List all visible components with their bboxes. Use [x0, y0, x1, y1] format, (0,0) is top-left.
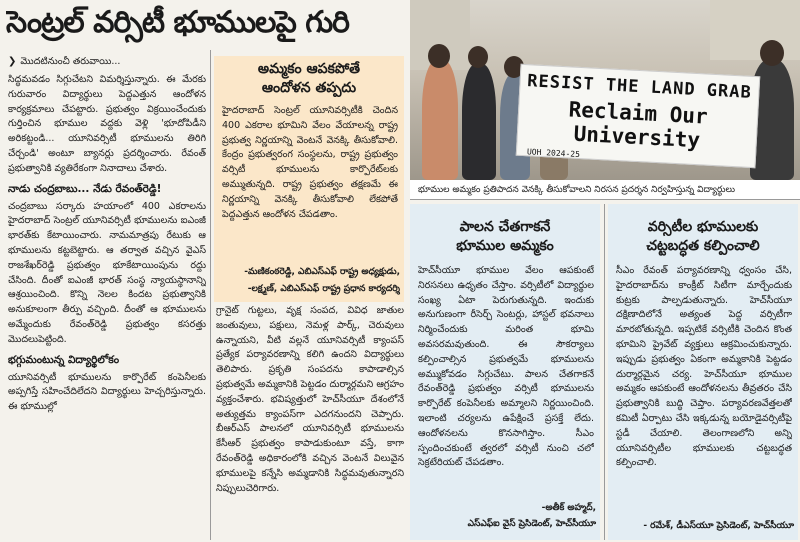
photo-caption: భూముల అమ్మకం ప్రతిపాదన వెనక్కి తీసుకోవాలని నిరసన ప్రదర్శన నిర్వహిస్తున్న విద్యార్థులు	[410, 180, 800, 200]
quote-box-body: హెచ్‌సీయూ భూముల వేలం ఆపకుంటే నిరసనలు ఉధృతం చేస్తాం. వర్సిటీలో విద్యార్థుల సంఖ్య ఏటా పెరుగుతున్నది. ఇందుకు అనుగుణంగా రీసెర్చ్ సెంటర్లు, హాస్టల్ భవనాలు నిర్మించేందుకు మరింత భూమి అవసరమవుతుంది. ఈ సౌకర్యాలు కల్పించాల్సిన ప్రభుత్వమే భూములను అమ్ముకోవడం సిగ్గుచేటు. పాలన చేతగాకనే రేవంత్‌రెడ్డి ప్రభుత్వం వర్సిటీ భూములను కార్పొరేట్ కంపెనీలకు అమ్మాలని నిర్ణయించింది. ఇలాంటి చర్యలను ఉపేక్షించే ప్రసక్తే లేదు. ఆందోళనలను కొనసాగిస్తాం. సీఎం స్పందించకుంటే త్వరలో వర్సిటీ నుంచి చలో సెక్రటేరియట్ చేపడతాం.	[418, 265, 594, 469]
quote-box-body: హైదరాబాద్ సెంట్రల్ యూనివర్సిటీకి చెందిన 400 ఎకరాల భూమిని వేలం వేయాలన్న రాష్ట్ర ప్రభుత్వ నిర్ణయాన్ని వెంటనే వెనక్కి తీసుకోవాలి. కేంద్రం ప్రభుత్వరంగ సంస్థలను, రాష్ట్ర ప్రభుత్వం వర్సిటీ భూములను కార్పొరేట్‌లకు అమ్ముతున్నది. రాష్ట్ర ప్రభుత్వం తక్షణమే ఈ నిర్ణయాన్ని వెనక్కి తీసుకోవాలి లేకపోతే పెద్దఎత్తున ఆందోళన చేపడతాం.	[222, 105, 398, 220]
students-paragraph: యూనివర్సిటీ భూములను కార్పొరేట్ కంపెనీలకు అప్పగిస్తే సహించేదిలేదని విద్యార్థులు హెచ్చరిస్తున్నారు. ఈ భూముల్లో	[8, 371, 206, 413]
subheading-students: భగ్గుమంటున్న విద్యార్థిలోకం	[8, 353, 120, 366]
left-column	[8, 50, 206, 540]
quote-box-heading: పాలన చేతగాకనే భూముల అమ్మకం	[456, 219, 554, 254]
quote-box-heading: అమ్మకం ఆపకపోతే ఆందోళన తప్పదు	[257, 61, 361, 96]
subheading-naidu-revanth: నాడు చంద్రబాబు... నేడు రేవంత్‌రెడ్డి!	[8, 182, 162, 195]
middle-column-body: గ్రానైట్ గుట్టలు, వృక్ష సంపద, వివిధ జాతుల జంతువులు, పక్షులు, నెమళ్ల పార్క్, చెరువులు ఉన్నాయని, వీటి వల్లనే యూనివర్సిటీ క్యాంపస్ ప్రత్యేక పర్యావరణాన్ని కలిగి ఉందని విద్యార్థులు తెలిపారు. ప్రకృతి సంపదను కాపాడాల్సిన ప్రభుత్వమే అమ్మకానికి పెట్టడం దుర్మార్గమని ఆగ్రహం వ్యక్తంచేశారు. భవిష్యత్తులో హెచ్‌సీయూ దేశంలోనే అత్యుత్తమ క్యాంపస్‌గా ఎదగనుందని చెప్పారు. బీఆర్ఎస్ పాలనలో యూనివర్సిటీ భూములను కేసీఆర్ ప్రభుత్వం కాపాడుకుంటూ వస్తే, కాగా రేవంత్‌రెడ్డి అధికారంలోకి వచ్చిన వెంటనే విలువైన భూములపై కన్నేసి అమ్మడానికి సిద్ధమవుతున్నారని నిప్పులుచెరిగారు.	[216, 305, 404, 494]
quote-box-signature: -మణికంఠరెడ్డి, ఎబిఎస్ఎఫ్ రాష్ట్ర అధ్యక్షుడు, -లక్ష్మణ్, ఎబిఎస్ఎఫ్ రాష్ట్ర ప్రధాన కార్యదర్శి	[244, 267, 400, 294]
continuation-marker: ❯ మొదటినుంచీ తరువాయి...	[8, 56, 121, 67]
quote-box-sfi	[410, 204, 600, 540]
quote-box-heading: వర్సిటీల భూములకు చట్టబద్ధత కల్పించాలి	[646, 219, 760, 254]
column-divider	[604, 204, 605, 540]
quote-box-body: సీఎం రేవంత్ పర్యావరణాన్ని ధ్వంసం చేసి, హైదరాబాద్‌ను కాంక్రీట్ సిటీగా మార్చేందుకు కుట్రకు పాల్పడుతున్నారు. హెచ్‌సీయూ దక్షిణాదిలోనే అత్యంత పెద్ద వర్సిటీగా మారబోతున్నది. ఇప్పటికే వర్సిటీకి చెందిన కొంత భూమిని ప్రైవేట్ వ్యక్తులు ఆక్రమించుకున్నారు. ఇప్పుడు ప్రభుత్వం ఏకంగా అమ్మకానికి పెట్టడం దుర్మార్గమైన చర్య. హెచ్‌సీయూ భూముల అమ్మకం ఆపకుంటే ఆందోళనలను తీవ్రతరం చేసి ప్రభుత్వానికి బుద్ధి చెప్తాం. పర్యావరణవేత్తలతో కమిటీ ఏర్పాటు చేసి ఇక్కడున్న బయోడైవర్సిటీపై స్టడీ చేయాలి. తెలంగాణలోని అన్ని యూనివర్సిటీల భూములకు చట్టబద్ధత కల్పించాలి.	[616, 265, 792, 469]
quote-box-signature: -అతీక్ అహ్మద్, ఎస్ఎఫ్ఐ వైస్ ప్రెసిడెంట్, హెచ్‌సీయూ	[467, 503, 596, 529]
quote-box-dsu	[608, 204, 798, 540]
column-divider	[210, 50, 211, 540]
quote-box-abvp	[214, 56, 404, 302]
chevron-right-icon: ❯	[8, 56, 17, 67]
protest-banner: RESIST THE LAND GRAB Reclaim Our University UOH 2024-25	[516, 64, 760, 168]
headline: సెంట్రల్ వర్సిటీ భూములపై గురి	[6, 5, 349, 40]
quote-box-signature: - రమేశ్, డీఎస్‌యూ ప్రెసిడెంట్, హెచ్‌సీయూ	[643, 521, 794, 531]
intro-paragraph: సిద్ధమవడం సిగ్గుచేటని విమర్శిస్తున్నారు. ఈ మేరకు గురువారం విద్యార్థులు పెద్దఎత్తున ఆందోళన కార్యక్రమాలు చేపట్టారు. ప్రభుత్వం విక్రయించేందుకు గుర్తించిన భూముల వద్దకు వెళ్లి 'భూదోపిడీని అరికట్టండి... యూనివర్సిటీ భూములను తిరిగి చేర్చండి' అంటూ బ్యానర్లు ప్రదర్శించారు. రేవంత్ ప్రభుత్వానికి వ్యతిరేకంగా నినాదాలు చేశారు.	[8, 74, 206, 174]
history-paragraph: చంద్రబాబు సర్కారు హయాంలో 400 ఎకరాలను హైదరాబాద్ సెంట్రల్ యూనివర్సిటీ భూములను ఐఎంజీ భారత్‌కు కేటాయించారు. నామమాత్రపు రేటుకు ఆ భూములను కట్టబెట్టారు. ఆ తర్వాత వచ్చిన వైఎస్ రాజశేఖర్‌రెడ్డి ప్రభుత్వం భూకేటాయింపును రద్దు చేసింది. దీంతో ఐఎంజీ భారత్ సంస్థ న్యాయస్థానాన్ని ఆశ్రయించింది. కొన్ని నెలల కిందట ప్రభుత్వానికి అనుకూలంగా తీర్పు వచ్చింది. దీంతో ఆ భూములను అమ్మేందుకు రేవంత్‌రెడ్డి ప్రభుత్వం కసరత్తు మొదలుపెట్టింది.	[8, 200, 206, 345]
